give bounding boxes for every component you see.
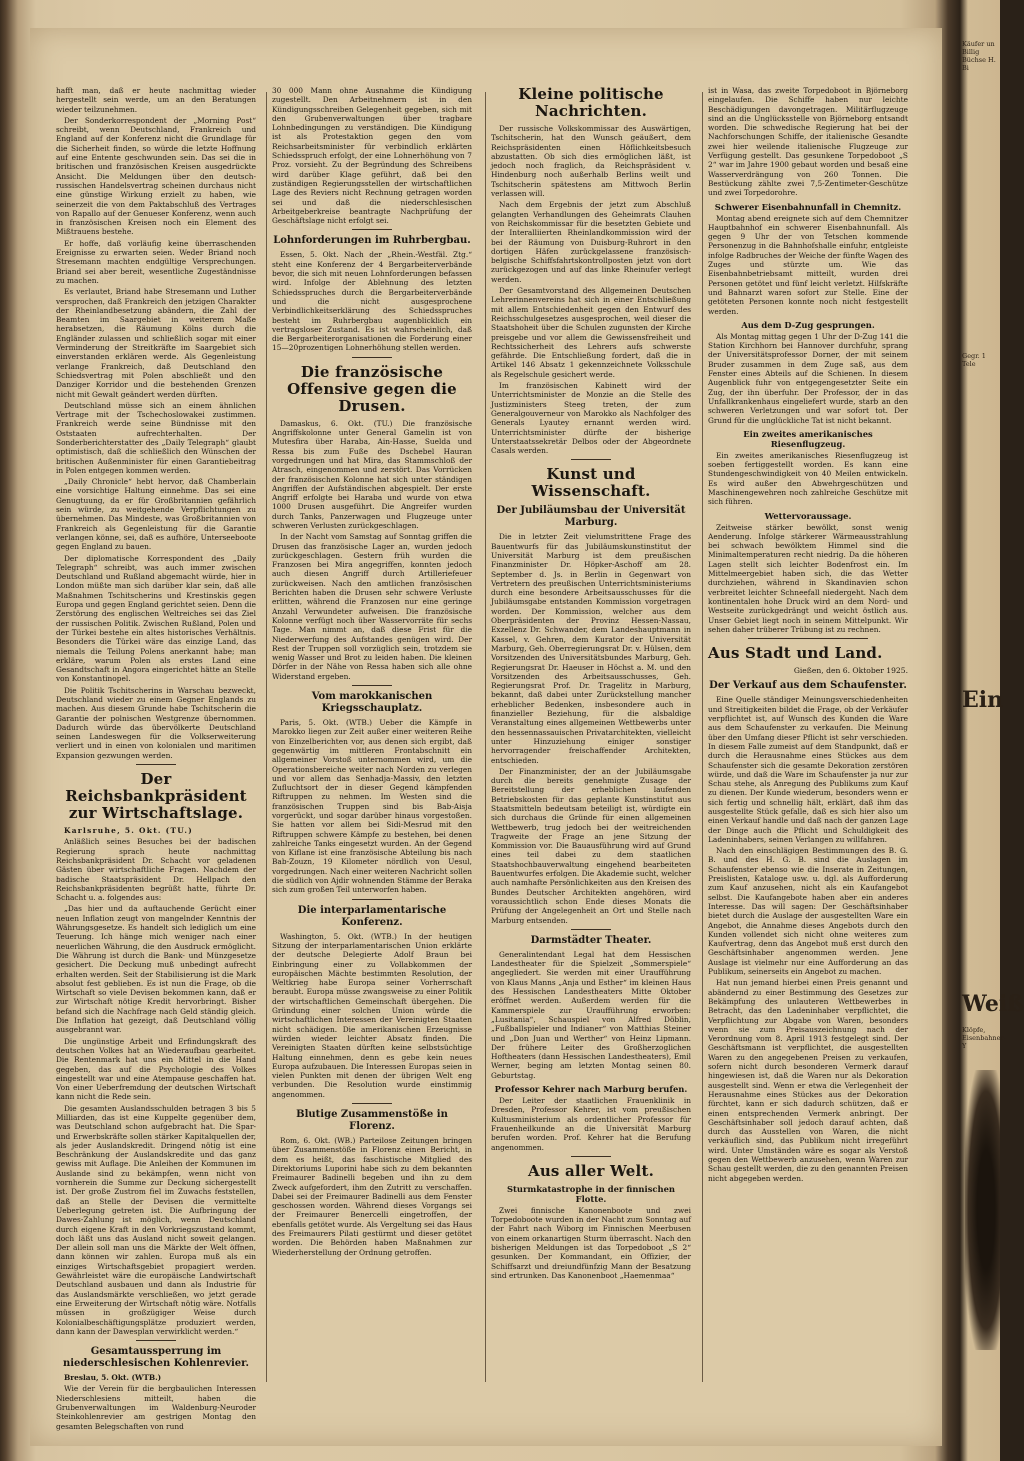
headline-drusen: Die französische Offensive gegen die Drusen. xyxy=(287,362,457,415)
article-text: Generalintendant Legal hat dem Hessischen Landestheater für die Spielzeit „Sommerspiele“ angegliedert. Sie werden mit einer Uraufführung von Klaus Manns „Anja und Esther“ im kleinen Haus des Hessischen Landestheaters Mitte Oktober eröffnet werden. Außerdem werden für die Kammerspiele zur Uraufführung erworben: „Lusitania“, Schauspiel von Alfred Döblin, „Fußballspieler und Indianer“ von Matthias Steiner und „Don Juan und Werther“ von Heinz Lipmann. Der frühere Leiter des Großherzoglichen Hoftheaters (dann Hessischen Landestheaters), Emil Werner, beging am letzten Montag seinen 80. Geburtstag. xyxy=(491,949,691,1080)
column-4 xyxy=(708,86,908,1386)
article-text: Im französischen Kabinett wird der Unterrichtsminister de Monzie an die Stelle des Justizministers Steeg treten, der zum Generalgouverneur von Marokko als Nachfolger des Generals Lyautey ernannt werden wird. Unterrichtsminister dürfte der bisherige Unterstaatssekretär Delbos oder der Abgeordnete Casals werden. xyxy=(491,381,691,456)
article-text: Der Leiter der staatlichen Frauenklinik in Dresden, Professor Kehrer, ist vom preußischen Kultusministerium als ordentlicher Professor für Frauenheilkunde an die Universität Marburg berufen worden. Prof. Kehrer hat die Berufung angenommen. xyxy=(491,1096,691,1152)
article-text: Montag abend ereignete sich auf dem Chemnitzer Hauptbahnhof ein schwerer Eisenbahnunfall. Als gegen 9 Uhr der von Tetschen kommende Personenzug in die Bahnhofshalle einfuhr, entgleiste infolge Radbruches der Weiche der fünfte Wagen des Zuges und stürzte um. Wie das Eisenbahnbetriebsamt mitteilt, wurden drei Personen getötet und fünf leicht verletzt. Hilfskräfte und Bahnarzt waren sofort zur Stelle. Eine der getöteten Personen konnte noch nicht festgestellt werden. xyxy=(708,213,908,316)
divider xyxy=(136,1340,176,1341)
divider xyxy=(571,929,611,930)
article-text: Zeitweise stärker bewölkt, sonst wenig Aenderung. Infolge stärkerer Wärmeausstrahlung bei schwach bewölktem Himmel sind die Minimaltemperaturen recht niedrig. Da die höheren Lagen stellt sich leichter Bodenfrost ein. Im Mittelmeergebiet haben sich, die das Wetter durchziehen, während in Skandinavien schon verbreitet leichter Schneefall niedergeht. Nach dem kontinentalen hohe Druck wird an dem Nord- und Westseite zurückgedrängt und weicht östlich aus. Unser Gebiet liegt noch in seinem Mittelpunkt. Wir sehen daher trüberer Trübung ist zu rechnen. xyxy=(708,522,908,634)
article-text: ist in Wasa, das zweite Torpedoboot in Björneborg eingelaufen. Die Schiffe haben nur leichte Beschädigungen davongetragen. Militärflugzeuge sind an die Unglücksstelle von Björneborg entsandt worden. Die schwedische Regierung hat bei der Nachforschungen Schiffe, der italienische Gesandte zwei hier weilende italienische Flugzeuge zur Verfügung gestellt. Das gesunkene Torpedoboot „S 2“ war im Jahre 1900 gebaut worden und besaß eine Wasserverdrängung von 260 Tonnen. Die Bestückung zählte zwei 7,5-Zentimeter-Geschütze und zwei Torpedorohre. xyxy=(708,86,908,198)
headline-aus-aller-welt: Aus aller Welt. xyxy=(527,1161,654,1180)
article-text: Wie der Verein für die bergbaulichen Interessen Niederschlesiens mitteilt, haben die Grubenverwaltungen im Waldenburg-Neuroder Steinkohlenrevier am gestrigen Montag den gesamten Belegschaften von rund xyxy=(56,1384,256,1431)
headline-riesenflugzeug: Ein zweites amerikanisches Riesenflugzeug. xyxy=(743,428,873,449)
divider xyxy=(748,638,868,639)
article-text: „Daily Chronicle“ hebt hervor, daß Chamberlain eine vorsichtige Haltung einnehme. Das sei eine Genugtuung, da er für Großbritannien gefährlich sein würde, zu weitgehende Verpflichtungen zu übernehmen. Das Mindeste, was Großbritannien von Frankreich als Gegenleistung für die Garantie verlangen könne, sei, daß es aufhöre, Unterseeboote gegen England zu bauen. xyxy=(56,477,256,552)
dateline: Karlsruhe, 5. Okt. (TU.) xyxy=(64,826,194,836)
article-text: Die ungünstige Arbeit und Erfindungskraft des deutschen Volkes hat an Wiederaufbau gearbeitet. Die Rentenmark hat uns ein Mittel in die Hand gegeben, das auf die Psychologie des Volkes eingestellt war und eine Atempause geschaffen hat. Von einer Ueberfremdung der deutschen Wirtschaft kann nicht die Rede sein. xyxy=(56,1036,256,1102)
dateline: Breslau, 5. Okt. (WTB.) xyxy=(64,1373,162,1383)
fragment-heading: Ein xyxy=(962,687,1004,713)
article-text: Der Finanzminister, der an der Jubiläumsgabe durch die bereits genehmigte Zusage der Bereitstellung der erheblichen laufenden Betriebskosten für das geplante Kunstinstitut aus Staatsmitteln bedeutsam beteiligt ist, würdigte ein sich durchaus die Gründe für einen allgemeinen Wettbewerb, trug jedoch bei der weitreichenden Tragweite der Frage an jene Sitzung der Kommission vor. Die Bauausführung wird auf Grund eines teil dabei zu dem staatlichen Staatshochbauverwaltung eingehend bearbeiteten Bauentwurfes erfolgen. Die Akademie sucht, welcher auch namhafte Persönlichkeiten aus den Kreisen des Bundes Deutscher Architekten angehören, wird voraussichtlich schon Ende dieses Monats die Prüfung der Angelegenheit an Ort und Stelle nach Marburg entsenden. xyxy=(491,766,692,925)
headline-konferenz: Die interparlamentarische Konferenz. xyxy=(297,904,447,928)
fragment-heading: Weiß xyxy=(962,991,1024,1017)
headline-lohnforderungen: Lohnforderungen im Ruhrbergbau. xyxy=(273,235,471,247)
adjacent-page-illustration xyxy=(965,1070,1000,1350)
article-text: „Das hier und da auftauchende Gerücht einer neuen Inflation zeugt von mangelnder Kenntnis der Währungsgesetze. Es handelt sich lediglich um eine Teuerung. Ich hänge mich weniger nach einer neuerlichen Währung, die den Ausdruck ermöglicht. Die Währung ist durch die Bank- und Münzgesetze gesichert. Die Deckung muß unbedingt aufrecht erhalten werden. Seit der Stabilisierung ist die Mark absolut fest geblieben. Es ist nun die Frage, ob die Wirtschaft so viele Devisen bekommen kann, daß er zur Wirtschaft nötige Kredit hervorbringt. Bisher befand sich die Nachfrage nach Geld ständig gleich. Die Inflation hat gezeigt, daß Deutschland völlig ausgebrannt war. xyxy=(56,904,256,1035)
headline-florenz: Blutige Zusammenstöße in Florenz. xyxy=(296,1109,448,1133)
divider xyxy=(571,459,611,460)
article-text: Er hoffe, daß vorläufig keine überraschenden Ereignisse zu erwarten seien. Weder Briand noch Stresemann machten endgültige Versprechungen. Briand sei aber bereit, wesentliche Zugeständnisse zu machen. xyxy=(56,238,256,285)
article-text: Als Montag mittag gegen 1 Uhr der D-Zug 141 die Station Kirchhorn bei Hannover durchfuhr, sprang der Universitätsprofessor Dorner, der mit seinem Bruder zusammen in dem Zuge saß, aus dem Fenster eines Abteils auf die Schienen. In diesem Augenblick fuhr von entgegengesetzter Seite ein Zug, der ihn überfuhr. Der Professor, der in das Unfallkrankenhaus eingeliefert wurde, starb an den schweren Verletzungen und war sofort tot. Der Grund für die unglückliche Tat ist nicht bekannt. xyxy=(708,331,908,425)
dateline: Gießen, den 6. Oktober 1925. xyxy=(793,666,908,676)
article-text: hafft man, daß er heute nachmittag wieder hergestellt sein werde, um an den Beratungen wieder teilzunehmen. xyxy=(56,86,256,114)
headline-marokko: Vom marokkanischen Kriegsschauplatz. xyxy=(311,691,433,715)
fragment-text: Klöpfe, Eisenbahner-Y xyxy=(962,1026,1006,1050)
article-text: Die Politik Tschitscherins in Warschau bezweckt, Deutschland wieder zu einem Gegner Englands zu machen. Aus diesem Grunde habe Tschitscherin die Garantie der polnischen Westgrenze übernommen. Dadurch würde das übervölkerte Deutschland seinen Landeswegen für die Volkserweiterung verliert und in einen von kolonialen und maritimen Expansion gezwungen werden. xyxy=(56,685,256,760)
divider xyxy=(352,1103,392,1104)
headline-stadt-und-land: Aus Stadt und Land. xyxy=(708,644,883,663)
divider xyxy=(352,685,392,686)
headline-chemnitz: Schwerer Eisenbahnunfall in Chemnitz. xyxy=(714,201,902,212)
headline-dzug: Aus dem D-Zug gesprungen. xyxy=(741,319,875,330)
divider xyxy=(136,764,176,765)
article-text: Der diplomatische Korrespondent des „Daily Telegraph“ schreibt, was auch immer zwischen Deutschland und Rußland abgemacht würde, hier in London müßte man sich darüber klar sein, daß alle Maßnahmen Tschitscherins und Krestinskis gegen Europa und gegen England gerichtet seien. Denn die Zerstörung des englischen Weltreiches sei das Ziel der russischen Politik. Zwischen Rußland, Polen und der Türkei bestehe ein altes historisches Verhältnis. Besonders die Türkei wäre das einzige Land, das niemals die Teilung Polens anerkannt habe; man erkläre, warum Polen als erstes Land eine Gesandtschaft in Angora eingerichtet hätte an Stelle von Konstantinopel. xyxy=(56,553,256,684)
fragment-text: Käufer un Billig Büchse H. Bi xyxy=(962,40,996,72)
column-3 xyxy=(491,86,691,1386)
article-text: Ein zweites amerikanisches Riesenflugzeug ist soeben fertiggestellt worden. Es kann eine Stundengeschwindigkeit von 40 Meilen entwickeln. Es wird außer den Abwehrgeschützen und Maschinengewehren noch zahlreiche Geschütze mit sich führen. xyxy=(708,450,908,507)
headline-wetter: Wettervoraussage. xyxy=(764,510,852,521)
article-text: Rom, 6. Okt. (WB.) Parteilose Zeitungen bringen über Zusammenstöße in Florenz einen Bericht, in dem es heißt, das faschistische Mitglied des Direktoriums Luporini habe sich zu dem bekannten Freimaurer Badinelli begeben und ihn zu dem Zweck aufgefordert, ihm den Zutritt zu verschaffen. Dabei sei der Freimaurer Badinelli aus dem Fenster geschossen worden. Während dieses Vorgangs sei der Freimaurer Benercelli eingetroffen, der ebenfalls getötet wurde. Als Vergeltung sei das Haus des Freimaurers Pilati gestürmt und dieser getötet worden. Die Behörden haben Maßnahmen zur Wiederherstellung der Ordnung getroffen. xyxy=(272,1136,472,1257)
article-text: Der Sonderkorrespondent der „Morning Post“ schreibt, wenn Deutschland, Frankreich und England auf der Konferenz nicht die Grundlage für die Sicherheit finden, so würde die letzte Hoffnung auf eine Entente geschwunden sein. Das sei die in britischen und französischen Kreisen ausgedrückte Ansicht. Die Meldungen über den deutsch-russischen Handelsvertrag scheinen durchaus nicht eine günstige Wirkung erzielt zu haben, wie seinerzeit die von dem Paktabschluß des Vertrages von Rapallo auf der Genueser Konferenz, wenn auch in französischen Kreisen noch ein Element des Mißtrauens bestehe. xyxy=(56,115,256,237)
article-text: Die in letzter Zeit vielumstrittene Frage des Bauentwurfs für das Jubiläumskunstinstitut der Universität Marburg ist dem preußischen Finanzminister Dr. Höpker-Aschoff am 28. September d. Js. in Berlin in Gegenwart von Vertretern des preußischen Unterrichtsministeriums durch eine besondere Arbeitsausschusses für die Jubiläumsgabe entstanden Kommission vorgetragen worden. Der Kommission, welcher aus dem Oberpräsidenten der Provinz Hessen-Nassau, Exzellenz Dr. Schwander, dem Landeshauptmann in Kassel, v. Gehren, dem Kurator der Universität Marburg, Geh. Oberregierungsrat Dr. v. Hülsen, dem Vorsitzenden des Universitätsbundes Marburg, Geh. Regierungsrat Dr. Haeuser in Höchst a. M. und den Vorsitzenden des Arbeitsausschusses, Geh. Regierungsrat Prof. Dr. Tragelitz in Marburg, bekannt, daß dabei unter Zurückstellung mancher erheblicher Bedenken, insbesondere auch in finanzieller Beziehung, für die alsbaldige Veranstaltung eines allgemeinen Wettbewerbs unter den hessennassauischen Privatarchitekten, vielleicht unter Hinzuziehung einiger sonstiger hervorragender freischaffender Architekten, entschieden. xyxy=(491,532,691,765)
article-text: Nach den einschlägigen Bestimmungen des B. G. B. und des H. G. B. sind die Auslagen im Schaufenster ebenso wie die Inserate in Zeitungen, Preislisten, Kataloge usw. u. dgl. als Aufforderung zum Kauf anzusehen, nicht als ein Kaufangebot selbst. Die Kaufangebote haben aber ein anderes Interesse. Das will sagen: Der Geschäftsinhaber bietet durch die Auslage der ausgestellten Ware ein Angebot, die Annahme dieses Angebots durch den Kunden vollendet sich nicht ohne weiteres zum Kaufvertrag, denn das Angebot muß erst durch den Geschäftsinhaber angenommen werden. Jene Auslage ist vielmehr nur eine Aufforderung an das Publikum, seinerseits ein Angebot zu machen. xyxy=(708,846,908,977)
article-text: Zwei finnische Kanonenboote und zwei Torpedoboote wurden in der Nacht zum Sonntag auf der Fahrt nach Wiborg im Finnischen Meerbusen von einem orkanartigen Sturm überrascht. Nach den bisherigen Meldungen ist das Torpedoboot „S 2“ gesunken. Der Kommandant, ein Offizier, der Schiffsarzt und dreiundfünfzig Mann der Besatzung sind ertrunken. Das Kanonenboot „Haemenmaa“ xyxy=(491,1205,691,1280)
article-text: Hat nun jemand hierbei einen Preis genannt und abändernd zu einer Bestimmung des Gesetzes zur Bekämpfung des unlauteren Wettbewerbes in Betracht, das den Ladeninhaber verpflichtet, die Verpflichtung zur Abgabe von Waren, besonders wenn sie zum Preisauszeichnung nach der Verordnung vom 8. April 1913 festgelegt sind. Der Geschäftsmann ist verpflichtet, die ausgestellten Waren zu den angegebenen Preisen zu verkaufen, sofern nicht durch besonderen Vermerk darauf hingewiesen ist, daß die Waren nur als Dekoration ausgestellt sind. Wenn er etwa die Verlegenheit der Herausnahme eines Stückes aus der Dekoration fürchtet, kann er sich dadurch schützen, daß er einen entsprechenden Vermerk anbringt. Der Geschäftsinhaber soll jedoch darauf achten, daß durch das Ausstellen von Waren, die nicht verkäuflich sind, das Publikum nicht irregeführt wird. Unter Umständen wäre es sogar als Verstoß gegen den Wettbewerb anzusehen, wenn Waren zur Schau gestellt werden, die zu den genannten Preisen nicht abgegeben werden. xyxy=(708,978,909,1183)
article-text: Die gesamten Auslandsschulden betragen 3 bis 5 Milliarden, das ist eine Kuppelte gegenüber dem, was Deutschland schon aufgebracht hat. Die Spar- und Erwerbskräfte sollen stärker Kapitalquellen der, als jeder Auslandskredit. Dringend nötig ist eine Beschränkung der Auslandskredite und das ganz gewiss mit Auflage. Die Anleihen der Kommunen im Auslande sind zu bekämpfen, wenn nicht von vornherein die Summe zur Deckung sichergestellt ist. Der große Zustrom fiel im Zuwachs feststellen, daß an Stelle der Devisen die vermittelte Ueberlegung getreten ist. Die Aufbringung der Dawes-Zahlung ist möglich, wenn Deutschland durch eigene Kraft in den Vorkriegszustand kommt, doch läßt uns das Ausland nicht soweit gelangen. Der allein soll man uns die Märkte der Welt öffnen, dann können wir zahlen. Europa muß als ein einziges Wirtschaftsgebiet propagiert werden. Gewährleistet wäre die europäische Landwirtschaft Deutschland ausbauen und dann als Industrie für das Auslandsmärkte verschließen, wo jetzt gerade eine Erweiterung der Wirtschaft nötig wäre. Notfalls müssen in großzügiger Weise durch Kolonialbeschäftigungsplätze produziert werden, dann kann der Dawesplan verwirklicht werden.“ xyxy=(56,1103,256,1336)
headline-theater: Darmstädter Theater. xyxy=(530,934,652,946)
article-text: Eine Quelle ständiger Meinungsverschiedenheiten und Streitigkeiten bildet die Frage, ob der Verkäufer verpflichtet ist, auf Wunsch des Kunden die Ware aus dem Schaufenster zu verkaufen. Die Meinung über den Umfang dieser Pflicht ist sehr verschieden. In diesem Falle zumeist auf dem Standpunkt, daß er durch die Herausnahme eines Stückes aus dem Schaufenster sich die gesamte Dekoration zerstören würde, und daß die Ware im Schaufenster ja nur zur Schau stehe, als Anregung des Publikums zum Kauf zu dienen. Der Kunde wiederum, besonders wenn er sich fertig und schnellig hält, erklärt, daß ihm das ausgestellte Stück gefalle, daß es sich hier also um einen Verkauf handle und daß nach der ganzen Lage der Dinge auch die Pflicht und Schuldigkeit des Ladeninhabers, seinen Verlangen zu willfahren. xyxy=(708,695,908,844)
article-text: Der russische Volkskommissar des Auswärtigen, Tschitscherin, hat den Wunsch geäußert, dem Reichspräsidenten einen Höflichkeitsbesuch abzustatten. Ob sich dies ermöglichen läßt, ist jedoch noch fraglich, da Reichspräsident v. Hindenburg noch außerhalb Berlins weilt und Tschitscherin spätestens am Mittwoch Berlin verlassen will. xyxy=(491,124,691,199)
headline-reichsbank: Der Reichsbankpräsident zur Wirtschaftslage. xyxy=(65,770,247,823)
fragment-text: Gegr. 1 Tele xyxy=(962,352,986,368)
headline-kleine-nachrichten: Kleine politische Nachrichten. xyxy=(518,85,664,120)
column-rule-1 xyxy=(266,92,267,1382)
article-text: Paris, 5. Okt. (WTB.) Ueber die Kämpfe in Marokko liegen zur Zeit außer einer weiteren Reihe von Einzelberichten vor, aus denen sich ergibt, daß gegenwärtig im mittleren Frontabschnitt ein allgemeiner Vorstoß unternommen wird, um die Operationsbereiche weiter nach Norden zu verlegen und vor allem das Senhadja-Massiv, den letzten Zufluchtsort der in dieser Gegend kämpfenden Riftruppen zu nehmen. Im Westen sind die französischen Truppen sind bis Bab-Aisja vorgerückt, und sogar darüber hinaus vorgestoßen. Sie hatten vor allem bei Sidi-Mesrud mit den Riftruppen schwere Kämpfe zu bestehen, bei denen zahlreiche Tanks eingesetzt wurden. An der Gegend von Kiflane ist eine französische Abteilung bis nach Bab-Zouzn, 19 Kilometer nördlich von Uesul, vorgedrungen. Nach einer weiteren Nachricht sollen die südlich von Ajdir wohnenden Stämme der Beraka sich zum großen Teil unterworfen haben. xyxy=(272,718,472,895)
divider xyxy=(352,229,392,230)
article-text: Washington, 5. Okt. (WTB.) In der heutigen Sitzung der interparlamentarischen Union erklärte der deutsche Delegierte Adolf Braun bei Einbringung einer zu Vollabkommen der europäischen Mächte bestimmten Resolution, der Weltkrieg habe Europa seiner Vorherrschaft beraubt. Europa müsse zwangsweise zu einer Politik der wirtschaftlichen Gemeinschaft übergehen. Die Gründung einer solchen Union würde die wirtschaftlichen Interessen der Vereinigten Staaten nicht schädigen. Die amerikanischen Erzeugnisse würden wieder leichter Absatz finden. Die Vereinigten Staaten dürften keine selbstsüchtige Haltung einnehmen, denn es gebe kein neues Europa aufzubauen. Die Interessen Europas seien in vielen Punkten mit denen der übrigen Welt eng verbunden. Die Resolution wurde einstimmig angenommen. xyxy=(272,931,472,1099)
article-text: 30 000 Mann ohne Ausnahme die Kündigung zugestellt. Den Arbeitnehmern ist in den Kündigungsschreiben Gelegenheit gegeben, sich mit den Grubenverwaltungen über tragbare Lohnbedingungen zu verständigen. Die Kündigung ist als Protestaktion gegen den vom Reichsarbeitsminister für verbindlich erklärten Schiedsspruch erfolgt, der eine Lohnerhöhung von 7 Proz. vorsieht. Zu der Begründung des Schreibens wird darüber Klage geführt, daß bei den zuständigen Regierungsstellen der wirtschaftlichen Lage des Reviers nicht Rechnung getragen worden sei und daß die niederschlesischen Arbeitgeberkreise beantragte Nachprüfung der Geschäftslage nicht erfolgt sei. xyxy=(272,86,472,226)
divider xyxy=(352,899,392,900)
headline-kunst: Kunst und Wissenschaft. xyxy=(531,465,651,501)
headline-sturmkatastrophe: Sturmkatastrophe in der finnischen Flotte. xyxy=(506,1183,676,1204)
article-text: Anläßlich seines Besuches bei der badischen Regierung sprach heute nachmittag Reichsbankpräsident Dr. Schacht vor geladenen Gästen über wirtschaftliche Fragen. Nachdem der badische Staatspräsident Dr. Hellpach den Reichsbankpräsidenten begrüßt hatte, führte Dr. Schacht u. a. folgendes aus: xyxy=(56,837,256,903)
divider xyxy=(352,357,392,358)
article-text: Essen, 5. Okt. Nach der „Rhein.-Westfäl. Ztg.“ steht eine Konferenz der 4 Bergarbeiterverbände bevor, die sich mit neuen Lohnforderungen befassen wird. Infolge der Ablehnung des letzten Schiedsspruches durch die Bergarbeiterverbände und die nicht ausgesprochene Verbindlichkeitserklärung des Schiedsspruches besteht im Ruhrbergbau augenblicklich ein vertragsloser Zustand. Es ist wahrscheinlich, daß die Bergarbeiterorganisationen die Forderung einer 15—20prozentigen Lohnerhöhung stellen werden. xyxy=(272,250,472,353)
divider xyxy=(571,1156,611,1157)
headline-kehrer: Professor Kehrer nach Marburg berufen. xyxy=(494,1084,688,1095)
article-text: Damaskus, 6. Okt. (TU.) Die französische Angriffskolonne unter General Gamelin ist von Mutesfira über Haraba, Ain-Hasse, Suelda und Ressa bis zum Fuße des Dschebel Hauran vorgedrungen und hat Mira, das Stammschloß der Atrasch, eingenommen und zerstört. Das Vorrücken der französischen Kolonne hat sich unter ständigen Angriffen der Aufständischen abgespielt. Der erste Angriff erfolgte bei Haraba und wurde von etwa 1000 Drusen ausgeführt. Die Angreifer wurden durch Tanks, Panzerwagen und Flugzeuge unter schweren Verlusten zurückgeschlagen. xyxy=(272,418,472,530)
article-text: Nach dem Ergebnis der jetzt zum Abschluß gelangten Verhandlungen des Geheimrats Clauhen von Reichskommissar für die besetzten Gebiete und der Interalliierten Rheinlandkommission wird der bei der Räumung von Duisburg-Ruhrort in den dortigen Häfen zurückgelassene französisch-belgische Schiffsfahrtskontrollposten jetzt von dort zurückgezogen und auf das linke Rheinufer verlegt werden. xyxy=(491,200,691,284)
headline-schaufenster: Der Verkauf aus dem Schaufenster. xyxy=(709,680,907,692)
article-text: In der Nacht vom Samstag auf Sonntag griffen die Drusen das französische Lager an, wurden jedoch zurückgeschlagen. Gestern früh wurden die Franzosen bei Mira angegriffen, konnten jedoch auch diesen Angriff durch Artilleriefeuer zurückweisen. Nach den amtlichen französischen Berichten haben die Drusen sehr schwere Verluste erlitten, während die Franzosen nur eine geringe Anzahl Verwundeter aufweisen. Die französische Kolonne verfügt noch über Wasservorräte für sechs Tage. Man nimmt an, daß diese Frist für die Niederwerfung des Aufstandes genügen wird. Der Rest der Truppen soll vorzüglich sein, trotzdem sie wenig Wasser und Brot zu leiden haben. Die kleinen Dörfer in der Nähe von Ressa haben sich alle ohne Widerstand ergeben. xyxy=(272,532,472,681)
article-text: Deutschland müsse sich an einem ähnlichen Vertrage mit der Tschechoslowakei zustimmen. Frankreich werde seine Bündnisse mit den Oststaaten aufrechterhalten. Der Sonderberichterstatter des „Daily Telegraph“ glaubt optimistisch, daß die schließlich den Wünschen der britischen Außenminister für einen Garantiebeitrag in Polen entgegen kommen werden. xyxy=(56,400,256,475)
column-2 xyxy=(272,86,472,1386)
headline-jubilaeumsbau: Der Jubiläumsbau der Universität Marburg. xyxy=(496,505,686,529)
column-rule-3 xyxy=(702,92,703,1382)
headline-aussperrung: Gesamtaussperrung im niederschlesischen Kohlenrevier. xyxy=(62,1346,249,1370)
column-1 xyxy=(56,86,256,1431)
article-text: Es verlautet, Briand habe Stresemann und Luther versprochen, daß Frankreich den jetzigen Charakter der Rheinlandbesetzung abändern, die Zahl der Beamten im Saargebiet in weiterem Maße herabsetzen, die Räumung Kölns durch die Engländer zulassen und schließlich sogar mit einer Verminderung der Streitkräfte im Saargebiet sich einverstanden erklären werde. Als Gegenleistung verlange Frankreich, daß Deutschland den Schiedsvertrag mit Polen abschließt und den Danziger Korridor und die bestehenden Grenzen nicht mit Gewalt geändert werden dürften. xyxy=(56,287,256,399)
article-text: Der Gesamtvorstand des Allgemeinen Deutschen Lehrerinnenvereins hat sich in einer Entschließung mit allem Entschiedenheit gegen den Entwurf des Reichsschulgesetzes ausgesprochen, weil dieser die Staatshoheit über die Schulen zugunsten der Kirche preisgebe und vor allem die Gewissensfreiheit und Rechtssicherheit des Lehrers aufs schwerste gefährde. Die Entschließung fordert, daß die in Artikel 146 Absatz 1 gekennzeichnete Volksschule als Regelschule gesichert werde. xyxy=(491,286,691,379)
column-rule-2 xyxy=(485,92,486,1382)
